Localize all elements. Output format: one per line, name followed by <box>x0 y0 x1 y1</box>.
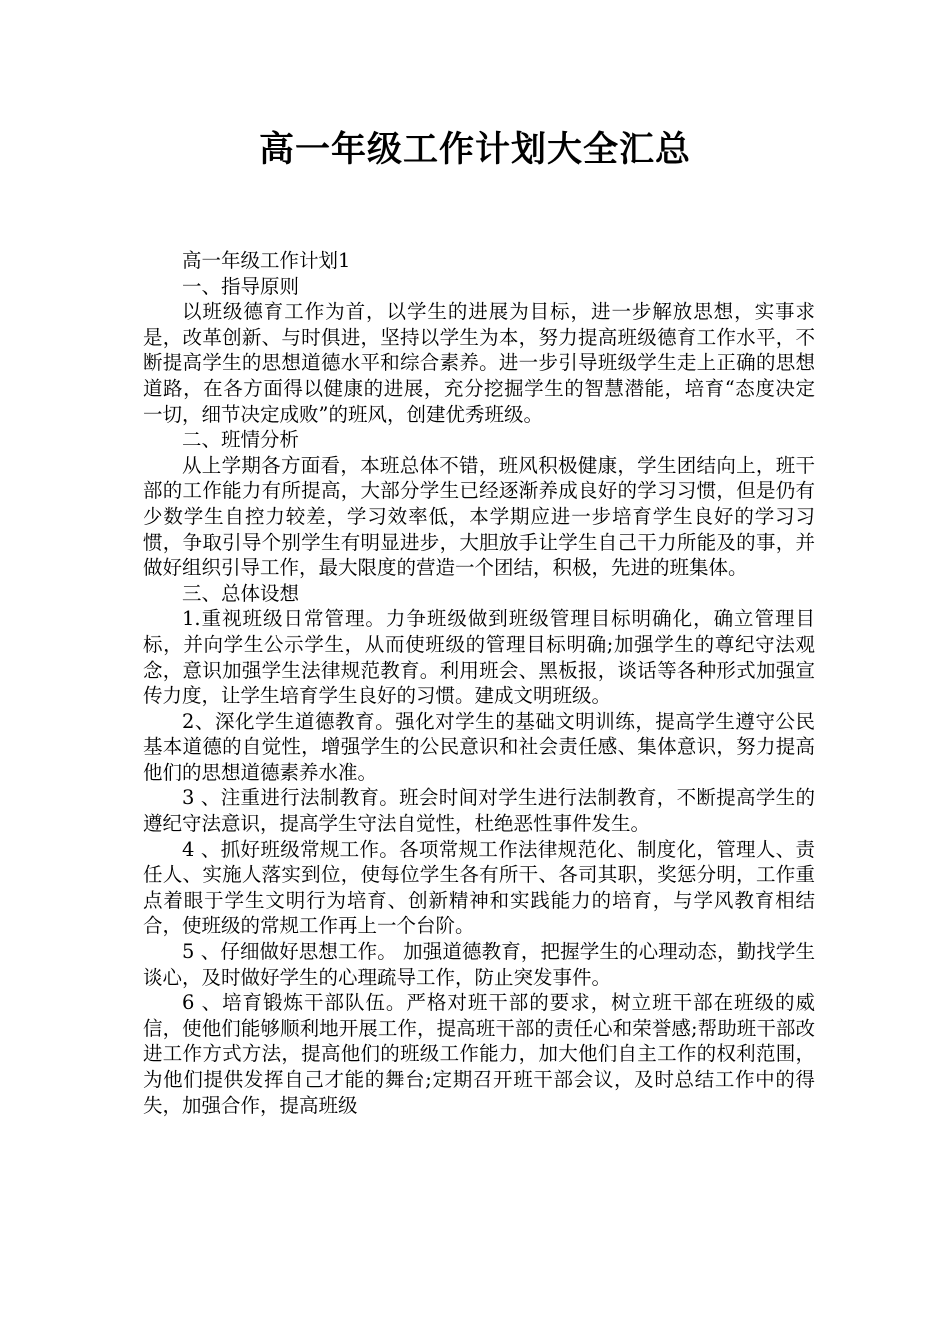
section-heading-guiding-principles: 一、指导原则 <box>182 274 300 298</box>
section-heading-overall-plan: 三、总体设想 <box>182 581 300 605</box>
paragraph-item-3: 3 、注重进行法制教育。班会时间对学生进行法制教育，不断提高学生的遵纪守法意识，提高学生守法自觉性，杜绝恶性事件发生。 <box>143 786 815 836</box>
paragraph-item-1: 1.重视班级日常管理。力争班级做到班级管理目标明确化，确立管理目标，并向学生公示学生，从而使班级的管理目标明确;加强学生的尊纪守法观念，意识加强学生法律规范教育。利用班会、黑板报，谈话等各种形式加强宣传力度，让学生培育学生良好的习惯。建成文明班级。 <box>143 607 815 708</box>
section-heading-class-analysis: 二、班情分析 <box>182 428 300 452</box>
paragraph-item-6: 6 、培育锻炼干部队伍。严格对班干部的要求，树立班干部在班级的威信，使他们能够顺利地开展工作，提高班干部的责任心和荣誉感;帮助班干部改进工作方式方法，提高他们的班级工作能力，加大他们自主工作的权利范围，为他们提供发挥自己才能的舞台;定期召开班干部会议，及时总结工作中的得失，加强合作，提高班级 <box>143 991 815 1117</box>
document-body <box>143 248 815 1118</box>
paragraph-guiding-principles: 以班级德育工作为首，以学生的进展为目标，进一步解放思想，实事求是，改革创新、与时俱进，坚持以学生为本，努力提高班级德育工作水平，不断提高学生的思想道德水平和综合素养。进一步引导班级学生走上正确的思想道路，在各方面得以健康的进展，充分挖掘学生的智慧潜能，培育“态度决定一切，细节决定成败”的班风，创建优秀班级。 <box>143 300 815 426</box>
document-title: 高一年级工作计划大全汇总 <box>258 130 691 170</box>
paragraph-item-5: 5 、仔细做好思想工作。 加强道德教育，把握学生的心理动态，勤找学生谈心，及时做好学生的心理疏导工作，防止突发事件。 <box>143 940 815 989</box>
paragraph-item-4: 4 、抓好班级常规工作。各项常规工作法律规范化、制度化，管理人、责任人、实施人落实到位，使每位学生各有所干、各司其职，奖惩分明，工作重点着眼于学生文明行为培育、创新精神和实践能力的培育，与学风教育相结合，使班级的常规工作再上一个台阶。 <box>143 837 815 938</box>
section-heading-plan-1: 高一年级工作计划1 <box>182 249 351 272</box>
paragraph-item-2: 2、深化学生道德教育。强化对学生的基础文明训练，提高学生遵守公民基本道德的自觉性，增强学生的公民意识和社会责任感、集体意识，努力提高他们的思想道德素养水准。 <box>143 709 815 784</box>
paragraph-class-analysis: 从上学期各方面看，本班总体不错，班风积极健康，学生团结向上，班干部的工作能力有所提高，大部分学生已经逐渐养成良好的学习习惯，但是仍有少数学生自控力较差，学习效率低，本学期应进一步培育学生良好的学习习惯，争取引导个别学生有明显进步，大胆放手让学生自己干力所能及的事，并做好组织引导工作，最大限度的营造一个团结，积极，先进的班集体。 <box>143 453 815 580</box>
